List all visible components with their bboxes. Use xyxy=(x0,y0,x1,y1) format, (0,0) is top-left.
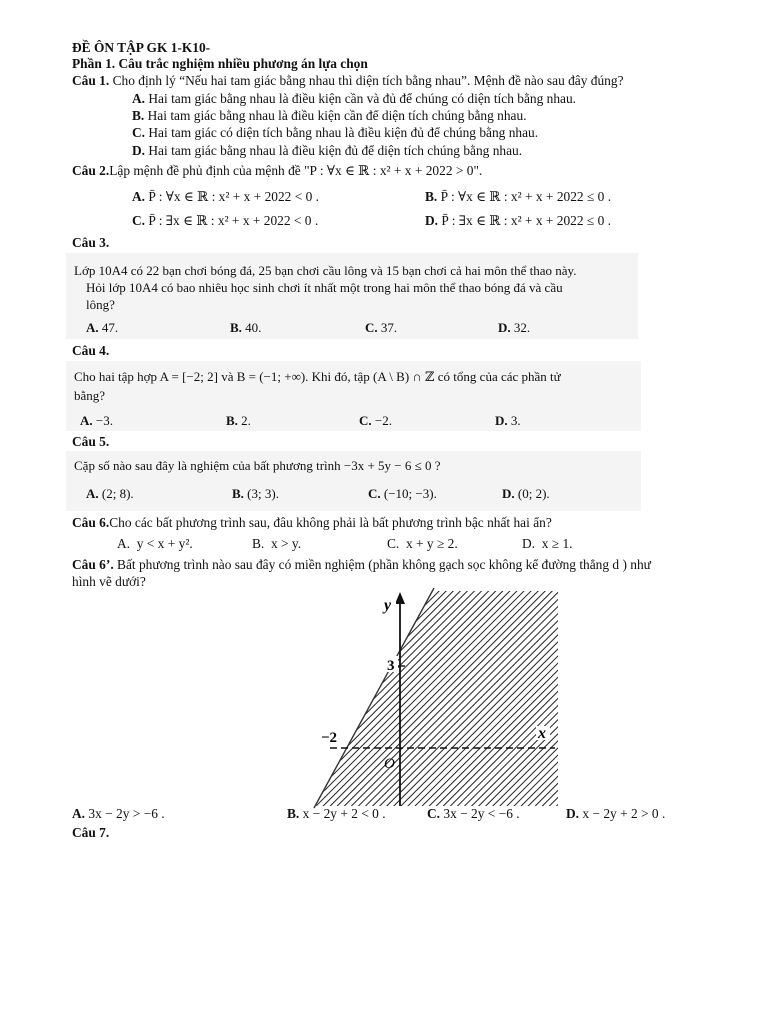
question-2 xyxy=(72,163,482,179)
question-text: Cho hai tập hợp A = [−2; 2] và B = (−1; +∞). Khi đó, tập (A \ B) ∩ ℤ có tổng của các phần tử xyxy=(74,369,561,384)
option-c: C. (−10; −3). xyxy=(368,486,437,501)
y-axis-arrow xyxy=(395,592,405,604)
question-label: Câu 1. xyxy=(72,73,110,88)
question-6b xyxy=(72,557,651,573)
option-d: D. 3. xyxy=(495,413,521,428)
tick-label-y: 3 xyxy=(387,658,395,674)
option-a: A. Hai tam giác bằng nhau là điều kiện cần và đủ để chúng có diện tích bằng nhau. xyxy=(132,91,577,106)
option-a: A. 47. xyxy=(86,320,119,335)
option-b: B. P̄ : ∀x ∈ ℝ : x² + x + 2022 ≤ 0 . xyxy=(425,189,612,204)
option-c: C. Hai tam giác có diện tích bằng nhau là điều kiện đủ để chúng bằng nhau. xyxy=(132,125,539,140)
option-a: A. y < x + y². xyxy=(117,536,193,551)
question-text: lông? xyxy=(86,297,115,312)
origin-label: O xyxy=(384,756,395,772)
question-7-label: Câu 7. xyxy=(72,825,110,840)
option-b: B. 40. xyxy=(230,320,262,335)
question-text: Hỏi lớp 10A4 có bao nhiêu học sinh chơi ít nhất một trong hai môn thể thao bóng đá và cầu xyxy=(86,280,563,295)
option-d: D. (0; 2). xyxy=(502,486,550,501)
question-label: Câu 6. xyxy=(72,515,110,530)
option-c: C. P̄ : ∃x ∈ ℝ : x² + x + 2022 < 0 . xyxy=(132,213,319,228)
option-d: D. Hai tam giác bằng nhau là điều kiện đủ để diện tích chúng bằng nhau. xyxy=(132,143,523,158)
question-label: Câu 2. xyxy=(72,163,110,178)
option-d: D. P̄ : ∃x ∈ ℝ : x² + x + 2022 ≤ 0 . xyxy=(425,213,611,228)
y-axis-label: y xyxy=(384,597,392,614)
question-stem: Cho các bất phương trình sau, đâu không phải là bất phương trình bậc nhất hai ẩn? xyxy=(109,515,552,530)
question-4-box xyxy=(66,361,641,431)
part-heading: Phần 1. Câu trắc nghiệm nhiều phương án lựa chọn xyxy=(72,56,368,71)
option-b: B. 2. xyxy=(226,413,251,428)
question-text: bằng? xyxy=(74,388,106,403)
question-4-label: Câu 4. xyxy=(72,343,110,358)
question-stem: Cho định lý “Nếu hai tam giác bằng nhau thì diện tích bằng nhau”. Mệnh đề nào sau đây đúng? xyxy=(112,73,624,88)
question-6 xyxy=(72,515,552,531)
hatched-region xyxy=(316,591,558,806)
option-a: A. (2; 8). xyxy=(86,486,134,501)
option-a: A. −3. xyxy=(80,413,113,428)
tick-label-x: −2 xyxy=(321,730,338,746)
option-d: D. 32. xyxy=(498,320,531,335)
question-5-box xyxy=(66,451,641,511)
question-stem: Bất phương trình nào sau đây có miền nghiệm (phần không gạch sọc không kể đường thẳng d ) như xyxy=(117,557,651,572)
doc-title: ĐỀ ÔN TẬP GK 1-K10- xyxy=(72,40,211,55)
inequality-graph xyxy=(300,588,570,810)
option-c: C. 37. xyxy=(365,320,398,335)
option-b: B. Hai tam giác bằng nhau là điều kiện cần để diện tích chúng bằng nhau. xyxy=(132,108,527,123)
question-3-label: Câu 3. xyxy=(72,235,110,250)
question-stem-cont: hình vẽ dưới? xyxy=(72,574,146,589)
option-c: C. −2. xyxy=(359,413,392,428)
question-label: Câu 6’. xyxy=(72,557,114,572)
option-d: D. x ≥ 1. xyxy=(522,536,573,551)
option-a: A. P̄ : ∀x ∈ ℝ : x² + x + 2022 < 0 . xyxy=(132,189,320,204)
option-d: D. x − 2y + 2 > 0 . xyxy=(566,806,666,821)
option-c: C. x + y ≥ 2. xyxy=(387,536,458,551)
option-b: B. x − 2y + 2 < 0 . xyxy=(287,806,386,821)
question-1 xyxy=(72,73,624,89)
question-3-box xyxy=(66,253,638,339)
option-c: C. 3x − 2y < −6 . xyxy=(427,806,520,821)
question-text: Cặp số nào sau đây là nghiệm của bất phương trình −3x + 5y − 6 ≤ 0 ? xyxy=(74,458,441,473)
option-b: B. x > y. xyxy=(252,536,302,551)
option-a: A. 3x − 2y > −6 . xyxy=(72,806,165,821)
option-b: B. (3; 3). xyxy=(232,486,279,501)
question-5-label: Câu 5. xyxy=(72,434,110,449)
x-axis-label: x xyxy=(538,725,546,742)
question-text: Lớp 10A4 có 22 bạn chơi bóng đá, 25 bạn chơi cầu lông và 15 bạn chơi cả hai môn thể thao này. xyxy=(74,263,577,278)
question-stem: Lập mệnh đề phủ định của mệnh đề "P : ∀x ∈ ℝ : x² + x + 2022 > 0". xyxy=(109,163,483,178)
